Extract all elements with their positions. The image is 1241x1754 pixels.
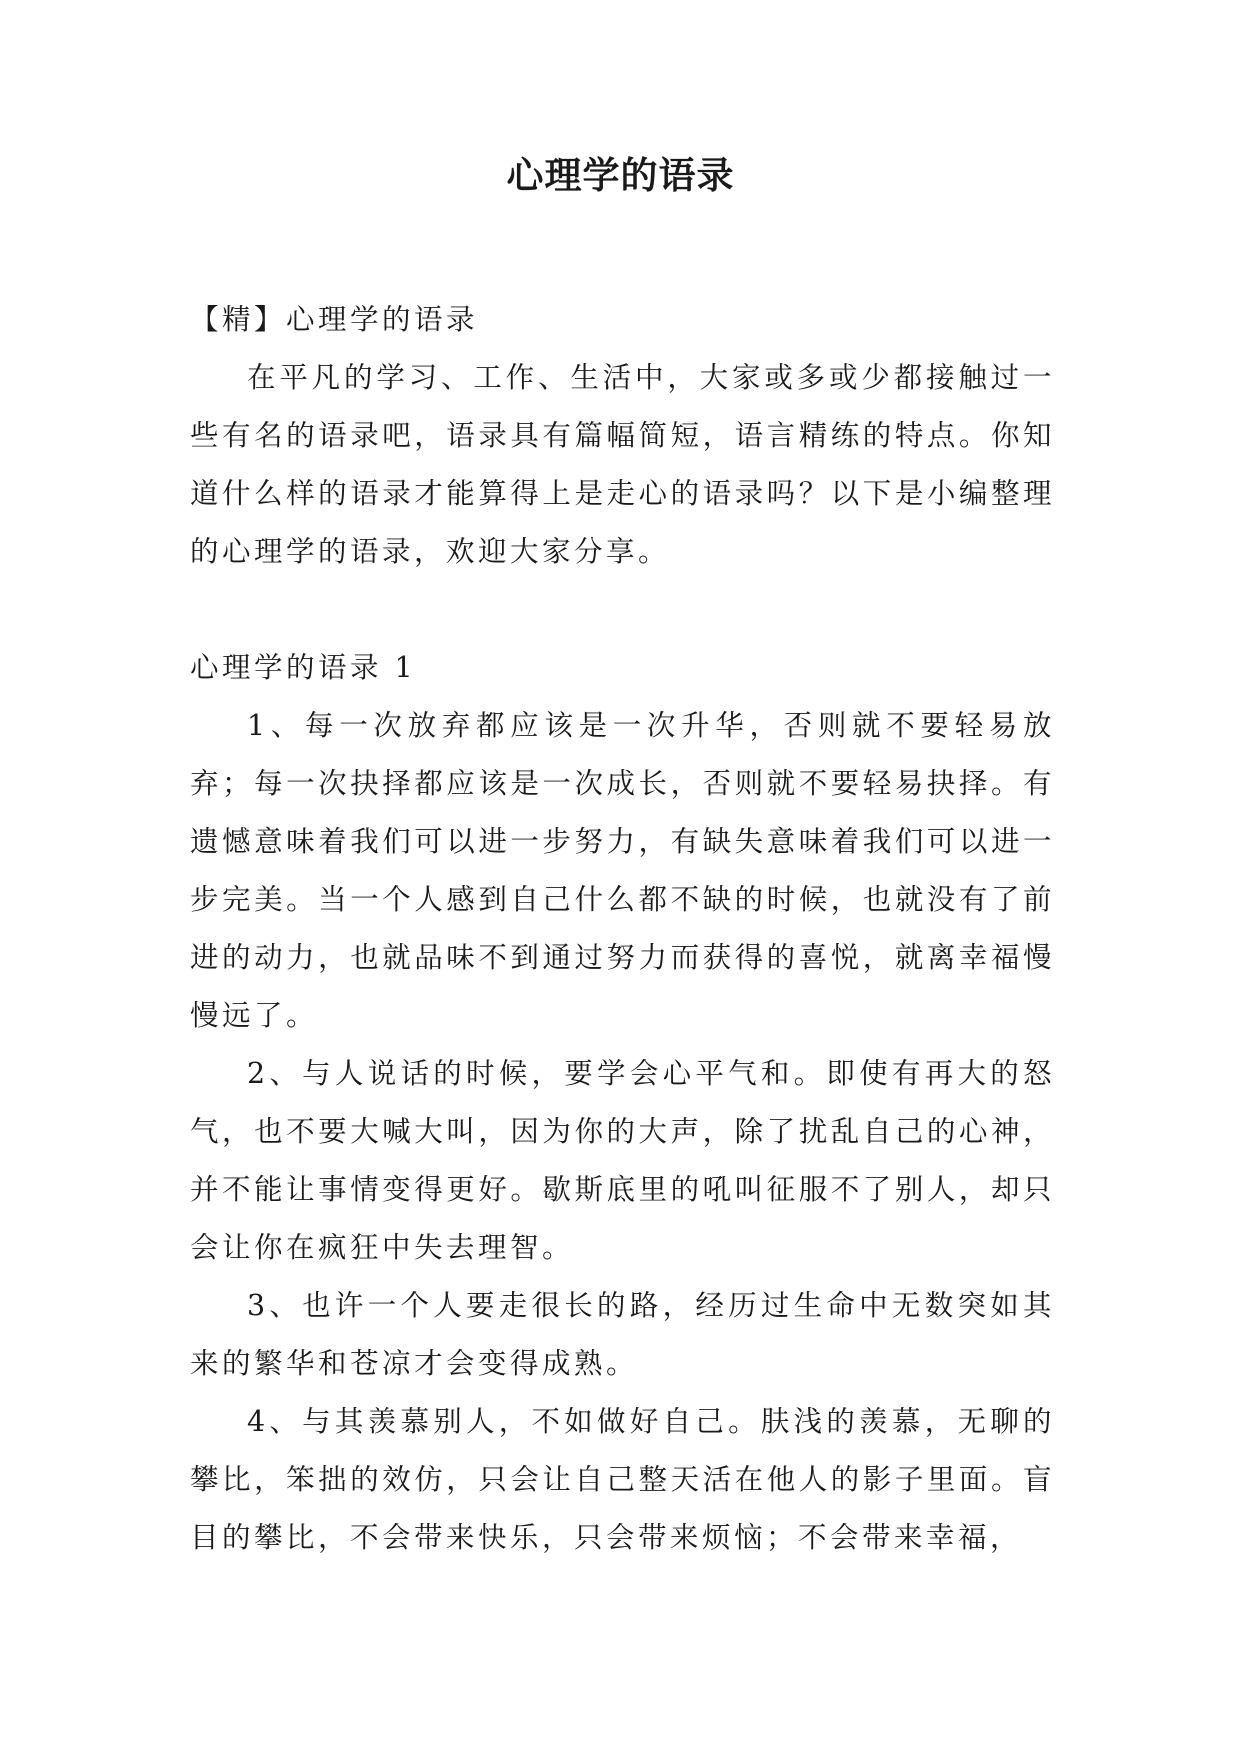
document-title: 心理学的语录	[506, 153, 735, 197]
quote-item-3: 3、也许一个人要走很长的路，经历过生命中无数突如其来的繁华和苍凉才会变得成熟。	[190, 1289, 1055, 1380]
quote-item-1: 1、每一次放弃都应该是一次升华，否则就不要轻易放弃；每一次抉择都应该是一次成长，否则就不要轻易抉择。有遗憾意味着我们可以进一步努力，有缺失意味着我们可以进一步完美。当一个人感到自己什么都不缺的时候，也就没有了前进的动力，也就品味不到通过努力而获得的喜悦，就离幸福慢慢远了。	[190, 709, 1055, 1032]
intro-paragraph: 在平凡的学习、工作、生活中，大家或多或少都接触过一些有名的语录吧，语录具有篇幅简短，语言精练的特点。你知道什么样的语录才能算得上是走心的语录吗？以下是小编整理的心理学的语录，欢迎大家分享。	[190, 361, 1055, 568]
quote-item-2: 2、与人说话的时候，要学会心平气和。即使有再大的怒气，也不要大喊大叫，因为你的大声，除了扰乱自己的心神，并不能让事情变得更好。歇斯底里的吼叫征服不了别人，却只会让你在疯狂中失去理智。	[190, 1057, 1055, 1264]
section-heading: 心理学的语录 1	[190, 651, 417, 684]
document-body	[190, 291, 1055, 1567]
quote-item-4: 4、与其羡慕别人，不如做好自己。肤浅的羡慕，无聊的攀比，笨拙的效仿，只会让自己整天活在他人的影子里面。盲目的攀比，不会带来快乐，只会带来烦恼；不会带来幸福，	[190, 1405, 1055, 1554]
paragraph-spacer	[190, 581, 1055, 639]
document-subtitle: 【精】心理学的语录	[190, 303, 479, 336]
